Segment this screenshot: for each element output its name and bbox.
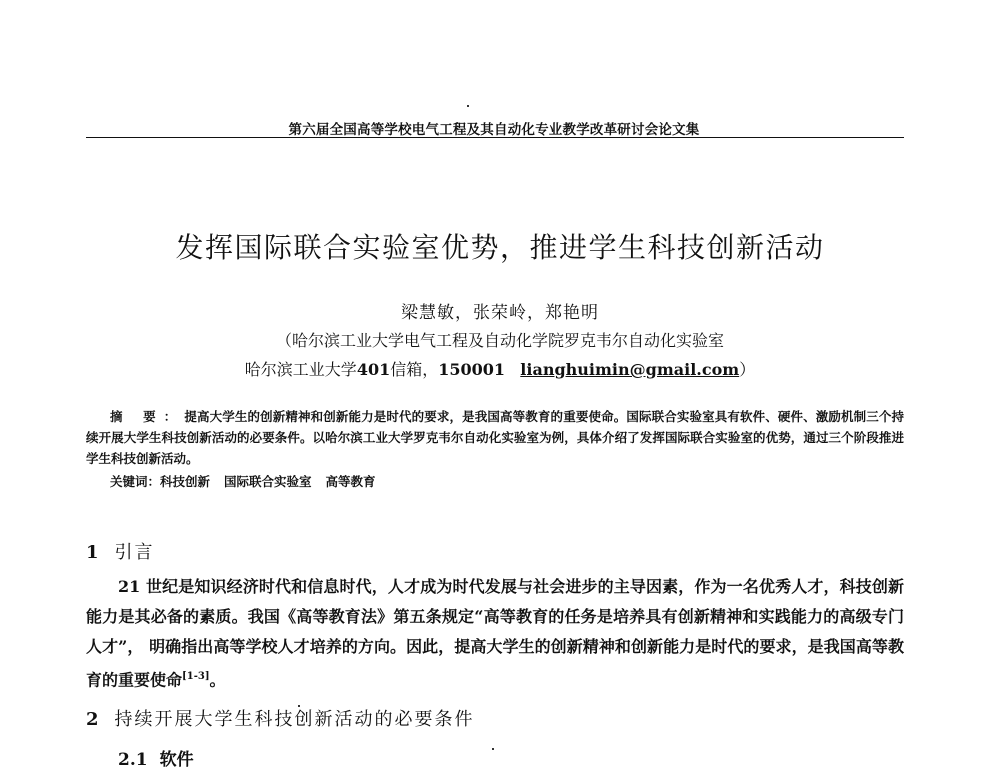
citation-ref[interactable]: [1-3]: [182, 671, 210, 682]
scan-speck: [467, 105, 469, 107]
affiliation-line-2: [86, 357, 914, 380]
running-header: 第六届全国高等学校电气工程及其自动化专业教学改革研讨会论文集: [288, 122, 700, 138]
author-email-link[interactable]: lianghuimin@gmail.com: [520, 360, 740, 379]
scan-speck: [492, 748, 494, 750]
author-list: 梁慧敏，张荣岭，郑艳明: [401, 303, 599, 323]
subsection-number: 2.1: [118, 750, 148, 770]
section-heading-2: [86, 705, 475, 731]
keyword-item: 科技创新: [160, 474, 211, 489]
section-number: 1: [86, 542, 99, 563]
affiliation-close-paren: ）: [739, 360, 756, 379]
scan-speck: [298, 705, 300, 707]
section-title: 持续开展大学生科技创新活动的必要条件: [114, 709, 475, 730]
subsection-heading: [118, 745, 194, 770]
keyword-item: 高等教育: [325, 474, 376, 489]
keywords-label: 关键词：: [110, 474, 161, 489]
intro-paragraph: [86, 572, 904, 695]
section-title: 引言: [114, 542, 155, 563]
affiliation-postal-code: 150001: [438, 360, 506, 379]
affiliation-po-box: 401: [356, 360, 391, 379]
abstract-text: 提高大学生的创新精神和创新能力是时代的要求，是我国高等教育的重要使命。国际联合实验室具有软件、硬件、激励机制三个持续开展大学生科技创新活动的必要条件。以哈尔滨工业大学罗克韦尔自动化实验室为例，具体介绍了发挥国际联合实验室的优势，通过三个阶段推进学生科技创新活动。: [86, 409, 904, 466]
affiliation-institution: 哈尔滨工业大学: [244, 360, 357, 379]
paper-title: 发挥国际联合实验室优势，推进学生科技创新活动: [175, 231, 825, 264]
intro-paragraph-end: 。: [209, 670, 226, 690]
section-heading-1: [86, 538, 155, 564]
section-number: 2: [86, 709, 99, 730]
keywords: [110, 472, 390, 490]
affiliation-po-box-label: 信箱，: [390, 360, 439, 379]
abstract: [86, 406, 904, 469]
subsection-title: 软件: [159, 750, 194, 770]
affiliation-line-1: （哈尔滨工业大学电气工程及自动化学院罗克韦尔自动化实验室: [275, 331, 724, 350]
keyword-item: 国际联合实验室: [224, 474, 312, 489]
abstract-label: 摘 要：: [110, 409, 185, 424]
header-rule: [86, 137, 904, 138]
intro-paragraph-text: 21 世纪是知识经济时代和信息时代，人才成为时代发展与社会进步的主导因素，作为一名优秀人才，科技创新能力是其必备的素质。我国《高等教育法》第五条规定“高等教育的任务是培养具有创新精神和实践能力的高级专门人才”， 明确指出高等学校人才培养的方向。因此，提高大学生的创新精神和创新能力是时代的要求，是我国高等教育的重要使命: [86, 577, 904, 690]
